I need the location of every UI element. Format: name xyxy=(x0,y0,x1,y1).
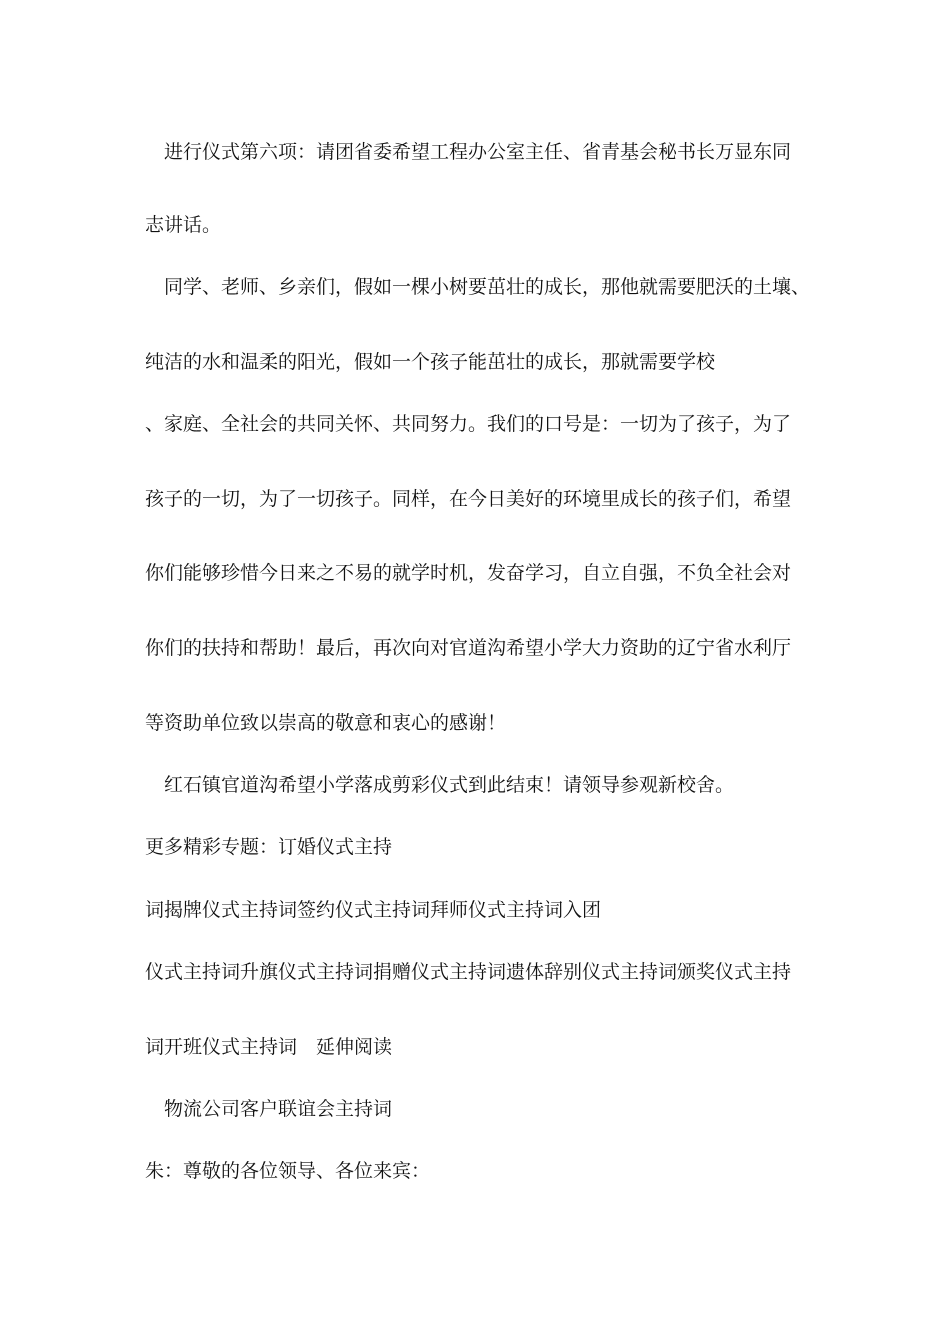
text-line: 你们的扶持和帮助！最后，再次向对官道沟希望小学大力资助的辽宁省水利厅 xyxy=(145,637,792,659)
text-line: 更多精彩专题：订婚仪式主持 xyxy=(145,836,393,858)
text-line: 词开班仪式主持词 延伸阅读 xyxy=(145,1036,393,1058)
text-line: 志讲话。 xyxy=(145,214,222,236)
text-line: 等资助单位致以崇高的敬意和衷心的感谢！ xyxy=(145,712,507,734)
text-line: 词揭牌仪式主持词签约仪式主持词拜师仪式主持词入团 xyxy=(145,899,602,921)
text-line: 红石镇官道沟希望小学落成剪彩仪式到此结束！请领导参观新校舍。 xyxy=(164,774,735,796)
text-line: 物流公司客户联谊会主持词 xyxy=(164,1098,393,1120)
text-line: 仪式主持词升旗仪式主持词捐赠仪式主持词遗体辞别仪式主持词颁奖仪式主持 xyxy=(145,961,792,983)
text-line: 你们能够珍惜今日来之不易的就学时机，发奋学习，自立自强，不负全社会对 xyxy=(145,562,792,584)
text-line: 进行仪式第六项：请团省委希望工程办公室主任、省青基会秘书长万显东同 xyxy=(164,141,792,163)
text-line: 朱：尊敬的各位领导、各位来宾： xyxy=(145,1160,431,1182)
text-line: 纯洁的水和温柔的阳光，假如一个孩子能茁壮的成长，那就需要学校 xyxy=(145,351,716,373)
text-line: 、家庭、全社会的共同关怀、共同努力。我们的口号是：一切为了孩子，为了 xyxy=(145,413,792,435)
text-line: 孩子的一切，为了一切孩子。同样，在今日美好的环境里成长的孩子们，希望 xyxy=(145,488,792,510)
text-line: 同学、老师、乡亲们，假如一棵小树要茁壮的成长，那他就需要肥沃的土壤、 xyxy=(164,276,811,298)
